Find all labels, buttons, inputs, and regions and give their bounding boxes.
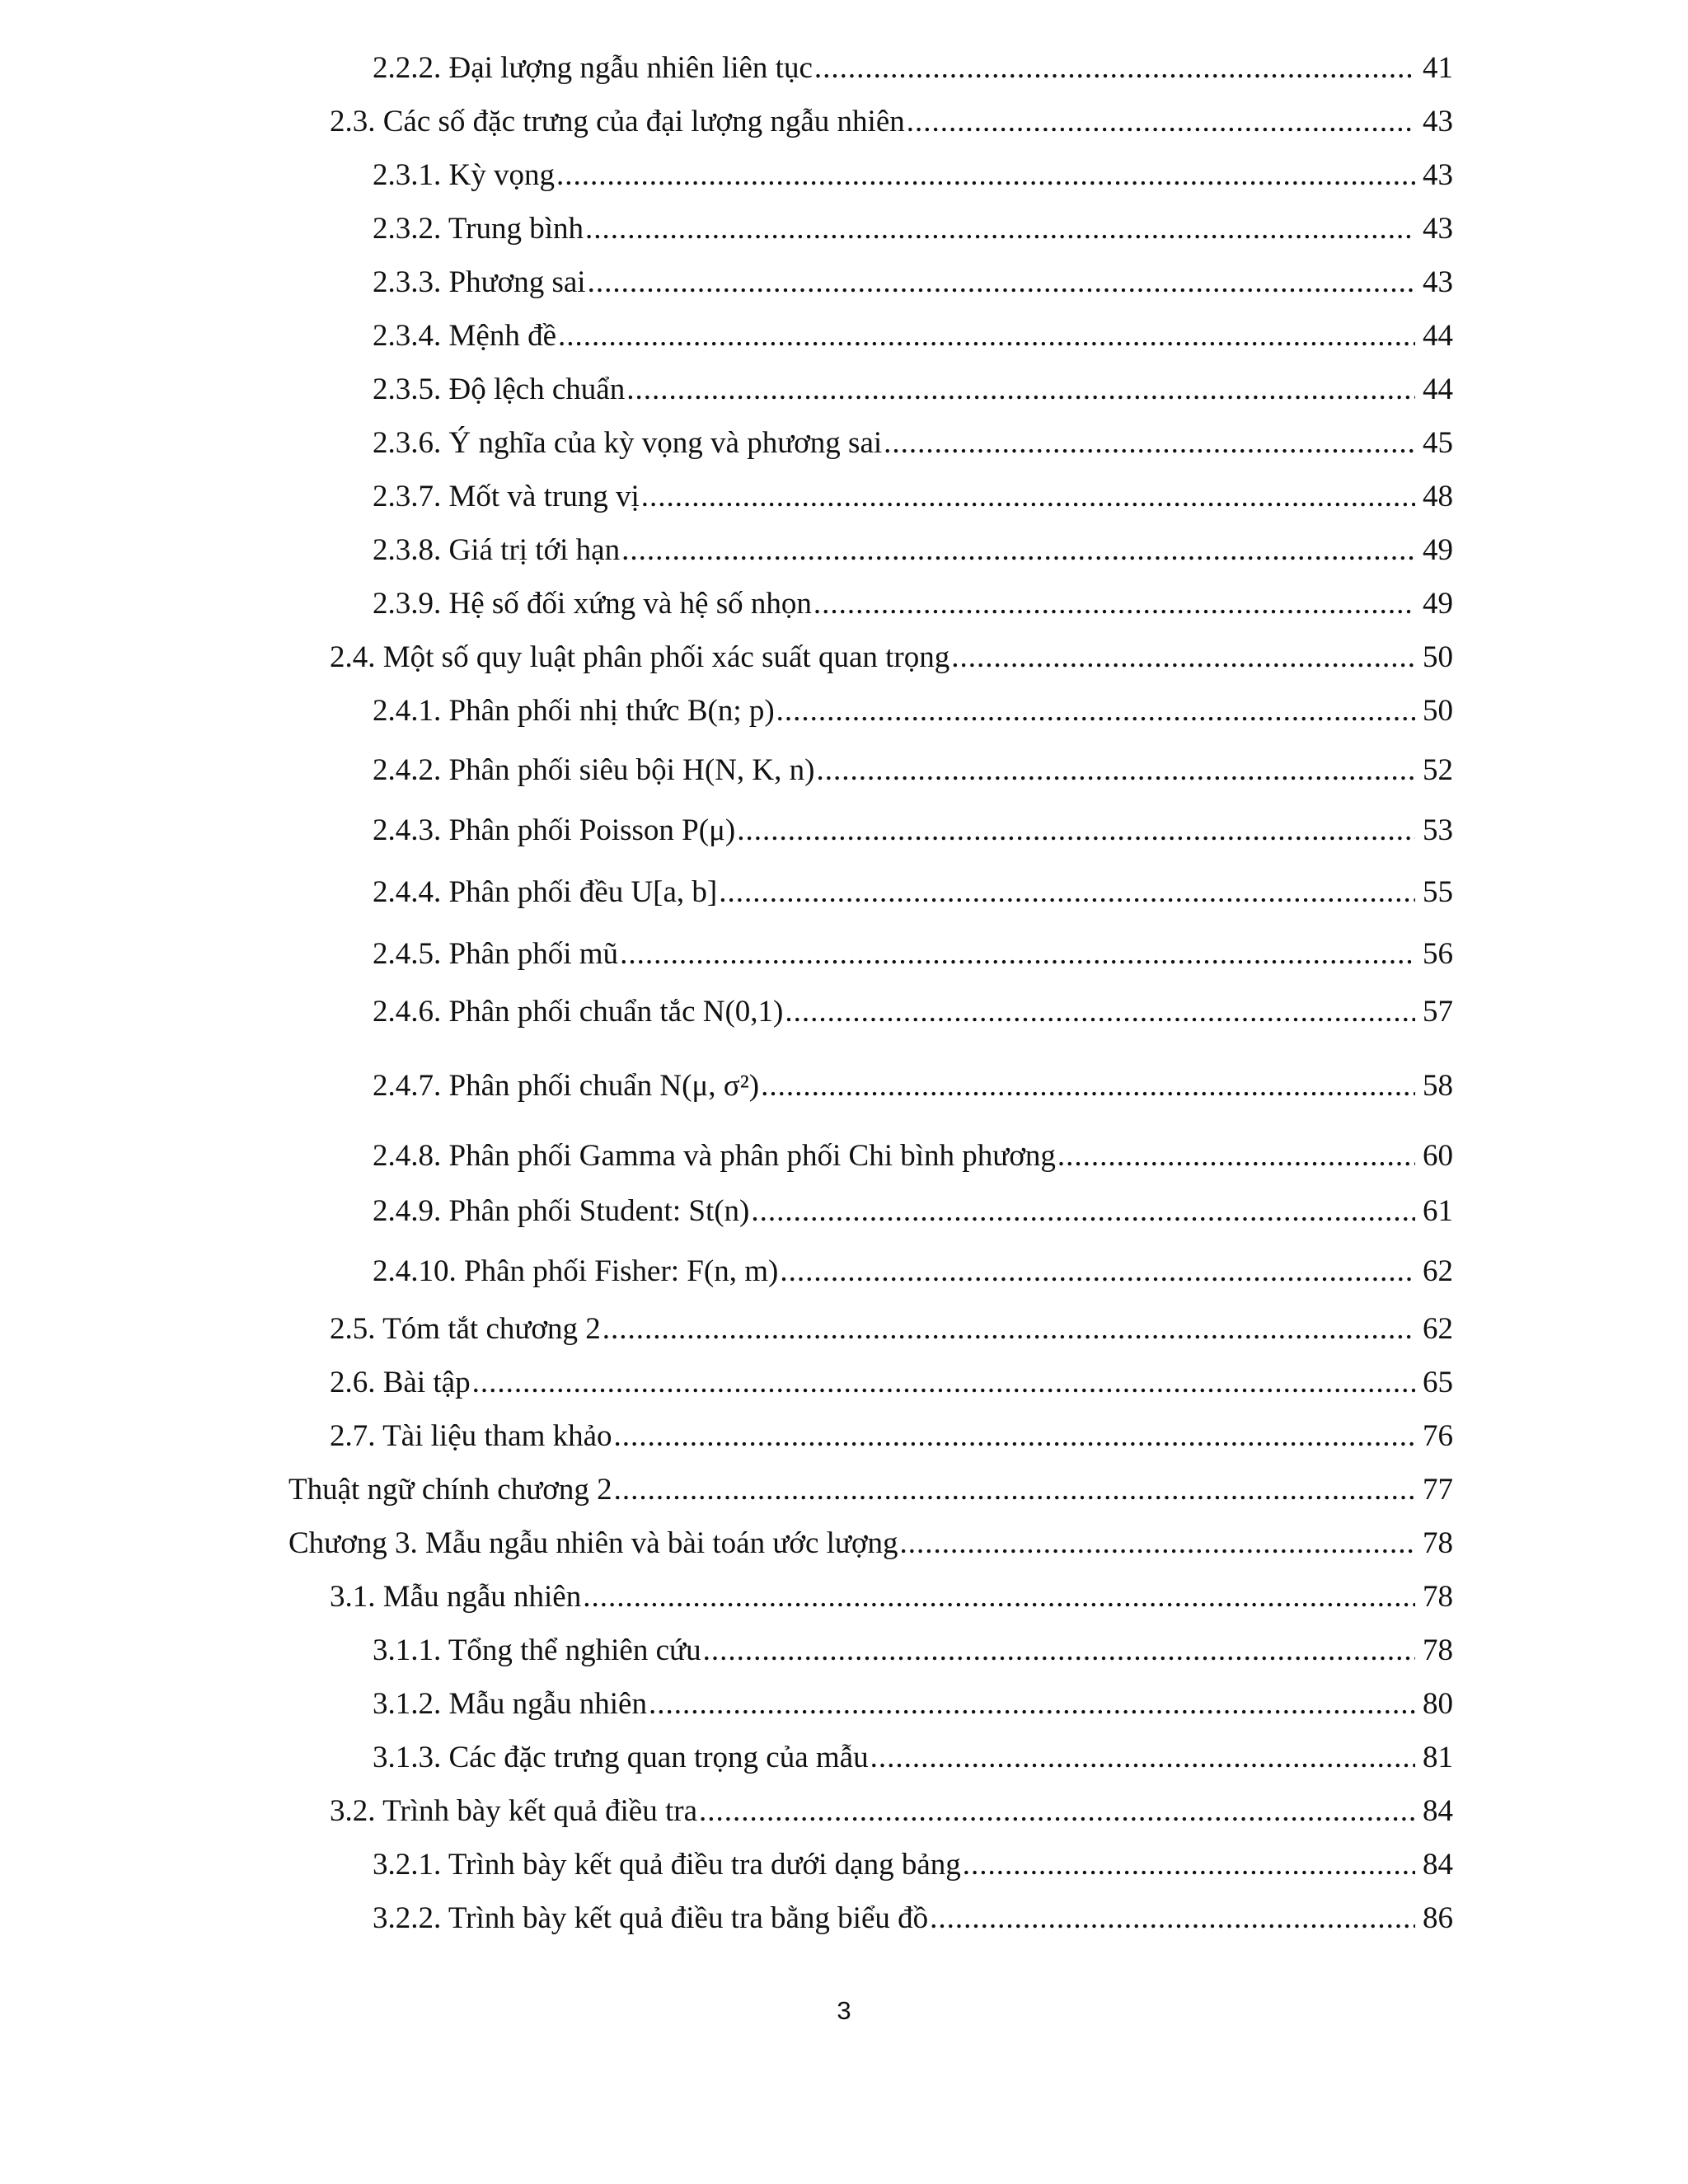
toc-entry[interactable] <box>373 372 1453 408</box>
toc-dot-leader <box>620 936 1415 972</box>
toc-entry[interactable] <box>330 1793 1453 1830</box>
toc-dot-leader <box>719 874 1415 911</box>
toc-row[interactable] <box>0 930 1688 979</box>
toc-entry-title: 2.4.6. Phân phối chuẩn tắc N(0,1) <box>373 995 784 1029</box>
toc-row[interactable] <box>0 1626 1688 1675</box>
toc-dot-leader <box>785 994 1415 1030</box>
toc-entry-title: 2.4.4. Phân phối đều U[a, b] <box>373 875 718 909</box>
toc-row[interactable] <box>0 806 1688 855</box>
toc-entry-page: 49 <box>1423 587 1453 621</box>
toc-row[interactable] <box>0 687 1688 736</box>
toc-entry-title: 2.5. Tóm tắt chương 2 <box>330 1312 601 1346</box>
toc-entry-title: 3.1.2. Mẫu ngẫu nhiên <box>373 1687 647 1721</box>
toc-entry[interactable] <box>373 1900 1453 1937</box>
toc-entry[interactable] <box>373 1254 1453 1290</box>
toc-entry-page: 76 <box>1423 1419 1453 1453</box>
toc-row[interactable] <box>0 1840 1688 1890</box>
toc-entry[interactable] <box>373 532 1453 569</box>
toc-entry[interactable] <box>373 425 1453 462</box>
toc-entry-page: 80 <box>1423 1687 1453 1721</box>
toc-row[interactable] <box>0 1412 1688 1461</box>
toc-dot-leader <box>884 425 1415 462</box>
toc-entry-title: 3.2.2. Trình bày kết quả điều tra bằng biểu đồ <box>373 1901 929 1935</box>
toc-row[interactable] <box>0 1572 1688 1622</box>
toc-entry-title: 2.2.2. Đại lượng ngẫu nhiên liên tục <box>373 51 813 85</box>
toc-dot-leader <box>626 372 1415 408</box>
toc-entry[interactable] <box>373 265 1453 301</box>
toc-dot-leader <box>641 479 1415 515</box>
toc-dot-leader <box>816 752 1415 789</box>
toc-entry-title: 2.3.9. Hệ số đối xứng và hệ số nhọn <box>373 587 812 621</box>
toc-row[interactable] <box>0 97 1688 147</box>
toc-entry-page: 81 <box>1423 1741 1453 1774</box>
toc-entry-title: 2.4.8. Phân phối Gamma và phân phối Chi bình phương <box>373 1139 1056 1173</box>
toc-dot-leader <box>951 640 1415 676</box>
toc-row[interactable] <box>0 1187 1688 1236</box>
toc-entry-page: 60 <box>1423 1139 1453 1173</box>
toc-entry-page: 78 <box>1423 1526 1453 1560</box>
toc-entry-title: Thuật ngữ chính chương 2 <box>288 1473 612 1507</box>
toc-entry-title: 2.7. Tài liệu tham khảo <box>330 1419 612 1453</box>
toc-dot-leader <box>472 1365 1415 1401</box>
toc-row[interactable] <box>0 1894 1688 1943</box>
toc-dot-leader <box>583 1579 1415 1615</box>
toc-entry-title: 2.3.7. Mốt và trung vị <box>373 480 640 513</box>
toc-entry-page: 41 <box>1423 51 1453 85</box>
toc-entry[interactable] <box>373 1138 1453 1174</box>
toc-entry-title: 2.4.9. Phân phối Student: St(n) <box>373 1194 750 1228</box>
toc-entry-title: 2.3.4. Mệnh đề <box>373 319 556 353</box>
toc-entry-page: 43 <box>1423 265 1453 299</box>
toc-row[interactable] <box>0 1733 1688 1783</box>
toc-entry-title: 2.4.1. Phân phối nhị thức B(n; p) <box>373 694 775 728</box>
toc-entry-page: 61 <box>1423 1194 1453 1228</box>
toc-entry-title: Chương 3. Mẫu ngẫu nhiên và bài toán ước lượng <box>288 1526 898 1560</box>
toc-entry-title: 2.3.2. Trung bình <box>373 212 584 246</box>
toc-entry-title: 2.3.8. Giá trị tới hạn <box>373 533 621 567</box>
toc-row[interactable] <box>0 1680 1688 1729</box>
toc-dot-leader <box>963 1847 1415 1883</box>
toc-entry-title: 2.4.10. Phân phối Fisher: F(n, m) <box>373 1254 779 1288</box>
toc-dot-leader <box>780 1254 1415 1290</box>
toc-dot-leader <box>814 50 1415 87</box>
toc-entry[interactable] <box>373 936 1453 972</box>
toc-dot-leader <box>558 318 1415 354</box>
toc-entry-title: 3.2.1. Trình bày kết quả điều tra dưới dạng bảng <box>373 1848 961 1882</box>
toc-entry-title: 2.4.2. Phân phối siêu bội H(N, K, n) <box>373 753 815 787</box>
toc-entry-page: 50 <box>1423 640 1453 674</box>
page-number: 3 <box>837 1996 851 2025</box>
toc-entry[interactable] <box>373 813 1453 849</box>
toc-entry[interactable] <box>373 157 1453 194</box>
toc-entry-page: 58 <box>1423 1069 1453 1103</box>
toc-dot-leader <box>751 1193 1415 1230</box>
toc-entry[interactable] <box>373 752 1453 789</box>
toc-entry[interactable] <box>373 1740 1453 1776</box>
toc-row[interactable] <box>0 1062 1688 1111</box>
toc-row[interactable] <box>0 472 1688 522</box>
toc-entry[interactable] <box>288 1526 1453 1562</box>
toc-entry-page: 44 <box>1423 373 1453 406</box>
toc-dot-leader <box>614 1418 1415 1455</box>
toc-dot-leader <box>870 1740 1415 1776</box>
toc-entry-page: 78 <box>1423 1580 1453 1614</box>
toc-entry-page: 53 <box>1423 813 1453 847</box>
toc-row[interactable] <box>0 44 1688 93</box>
toc-entry-title: 2.3.6. Ý nghĩa của kỳ vọng và phương sai <box>373 426 883 460</box>
toc-entry[interactable] <box>373 1068 1453 1104</box>
toc-dot-leader <box>1057 1138 1415 1174</box>
toc-entry-page: 62 <box>1423 1312 1453 1346</box>
toc-entry-page: 50 <box>1423 694 1453 728</box>
toc-entry-page: 49 <box>1423 533 1453 567</box>
toc-entry[interactable] <box>330 1418 1453 1455</box>
toc-dot-leader <box>930 1900 1415 1937</box>
toc-entry-page: 65 <box>1423 1366 1453 1399</box>
toc-row[interactable] <box>0 526 1688 575</box>
toc-entry-title: 2.6. Bài tập <box>330 1366 471 1399</box>
toc-entry[interactable] <box>288 1472 1453 1508</box>
toc-row[interactable] <box>0 1465 1688 1515</box>
toc-entry[interactable] <box>373 586 1453 622</box>
toc-entry-title: 2.3.1. Kỳ vọng <box>373 158 555 192</box>
toc-row[interactable] <box>0 1787 1688 1836</box>
toc-entry-page: 77 <box>1423 1473 1453 1507</box>
toc-entry[interactable] <box>330 1311 1453 1347</box>
toc-entry-title: 3.1.3. Các đặc trưng quan trọng của mẫu <box>373 1741 869 1774</box>
toc-entry-page: 78 <box>1423 1633 1453 1667</box>
toc-entry-page: 48 <box>1423 480 1453 513</box>
toc-dot-leader <box>585 211 1415 247</box>
toc-dot-leader <box>649 1686 1415 1722</box>
toc-entry-page: 43 <box>1423 105 1453 138</box>
toc-entry-page: 62 <box>1423 1254 1453 1288</box>
toc-row[interactable] <box>0 868 1688 917</box>
toc-dot-leader <box>900 1526 1415 1562</box>
toc-entry-title: 2.4.5. Phân phối mũ <box>373 937 619 971</box>
toc-entry-page: 44 <box>1423 319 1453 353</box>
toc-entry[interactable] <box>330 1365 1453 1401</box>
toc-entry-page: 57 <box>1423 995 1453 1029</box>
toc-entry[interactable] <box>373 50 1453 87</box>
toc-row[interactable] <box>0 579 1688 629</box>
toc-row[interactable] <box>0 258 1688 307</box>
toc-entry-title: 2.4.3. Phân phối Poisson P(μ) <box>373 813 736 847</box>
toc-entry-page: 84 <box>1423 1794 1453 1828</box>
toc-row[interactable] <box>0 987 1688 1037</box>
toc-entry-page: 55 <box>1423 875 1453 909</box>
toc-entry-title: 2.4.7. Phân phối chuẩn N(μ, σ²) <box>373 1069 760 1103</box>
toc-entry-title: 2.3.3. Phương sai <box>373 265 586 299</box>
toc-entry[interactable] <box>373 874 1453 911</box>
toc-entry-page: 43 <box>1423 158 1453 192</box>
toc-entry-page: 86 <box>1423 1901 1453 1935</box>
toc-row[interactable] <box>0 1247 1688 1296</box>
toc-dot-leader <box>588 265 1415 301</box>
toc-dot-leader <box>556 157 1415 194</box>
toc-dot-leader <box>907 104 1415 140</box>
toc-row[interactable] <box>0 1305 1688 1354</box>
toc-row[interactable] <box>0 365 1688 415</box>
toc-dot-leader <box>761 1068 1415 1104</box>
toc-entry-title: 3.2. Trình bày kết quả điều tra <box>330 1794 698 1828</box>
toc-entry[interactable] <box>373 1633 1453 1669</box>
toc-dot-leader <box>814 586 1415 622</box>
toc-entry[interactable] <box>373 1847 1453 1883</box>
toc-entry[interactable] <box>373 994 1453 1030</box>
toc-entry-title: 2.3.5. Độ lệch chuẩn <box>373 373 626 406</box>
toc-row[interactable] <box>0 419 1688 468</box>
toc-entry[interactable] <box>373 693 1453 729</box>
toc-entry-page: 45 <box>1423 426 1453 460</box>
toc-row[interactable] <box>0 746 1688 795</box>
toc-row[interactable] <box>0 312 1688 361</box>
toc-dot-leader <box>614 1472 1415 1508</box>
toc-entry[interactable] <box>330 1579 1453 1615</box>
toc-entry-title: 3.1.1. Tổng thể nghiên cứu <box>373 1633 701 1667</box>
toc-dot-leader <box>699 1793 1415 1830</box>
toc-entry-page: 52 <box>1423 753 1453 787</box>
toc-entry-page: 84 <box>1423 1848 1453 1882</box>
toc-dot-leader <box>737 813 1415 849</box>
toc-row[interactable] <box>0 1519 1688 1568</box>
toc-row[interactable] <box>0 204 1688 254</box>
toc-entry[interactable] <box>330 640 1453 676</box>
toc-dot-leader <box>621 532 1415 569</box>
toc-entry[interactable] <box>373 211 1453 247</box>
toc-dot-leader <box>776 693 1415 729</box>
toc-dot-leader <box>703 1633 1415 1669</box>
toc-row[interactable] <box>0 1358 1688 1408</box>
toc-row[interactable] <box>0 633 1688 682</box>
toc-row[interactable] <box>0 151 1688 200</box>
toc-entry[interactable] <box>330 104 1453 140</box>
toc-entry[interactable] <box>373 1686 1453 1722</box>
toc-entry-page: 56 <box>1423 937 1453 971</box>
toc-entry-page: 43 <box>1423 212 1453 246</box>
toc-entry-title: 3.1. Mẫu ngẫu nhiên <box>330 1580 582 1614</box>
toc-dot-leader <box>603 1311 1415 1347</box>
toc-entry-title: 2.3. Các số đặc trưng của đại lượng ngẫu nhiên <box>330 105 905 138</box>
toc-row[interactable] <box>0 1132 1688 1181</box>
toc-entry[interactable] <box>373 1193 1453 1230</box>
toc-entry-title: 2.4. Một số quy luật phân phối xác suất quan trọng <box>330 640 950 674</box>
toc-entry[interactable] <box>373 318 1453 354</box>
toc-entry[interactable] <box>373 479 1453 515</box>
